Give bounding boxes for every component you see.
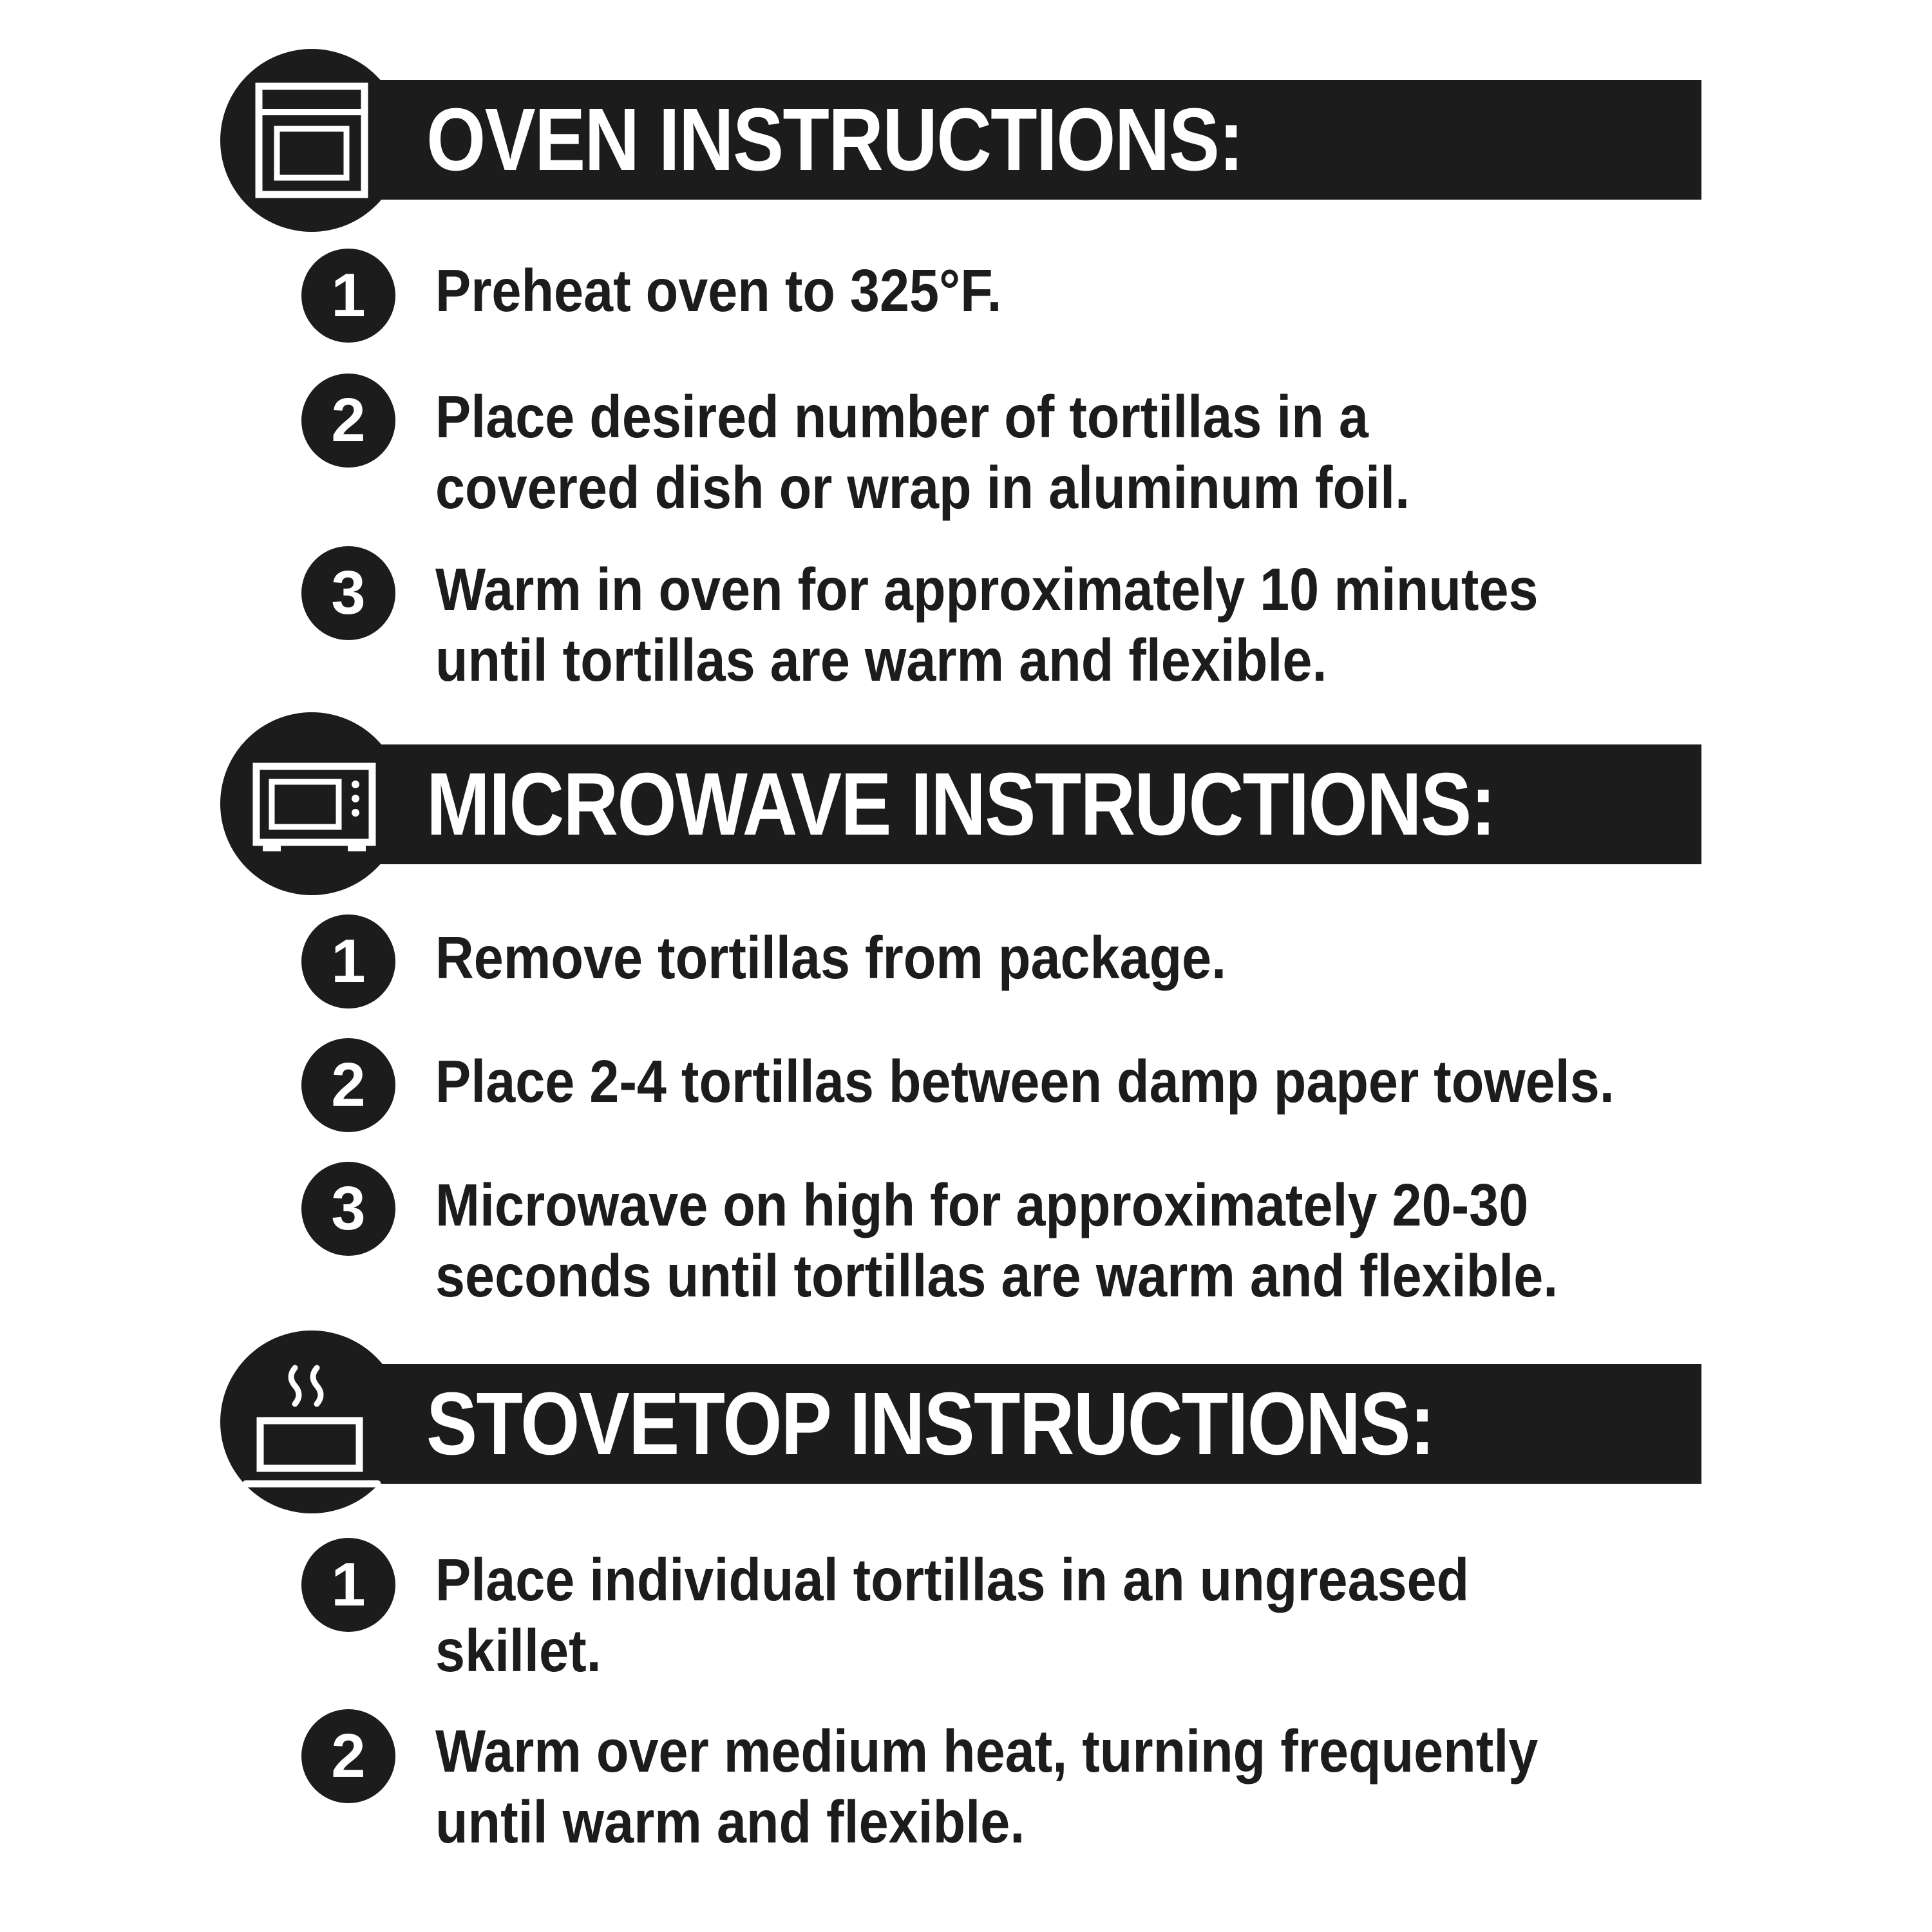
microwave-header-title: MICROWAVE INSTRUCTIONS: xyxy=(426,755,1495,854)
microwave-step-1-number: 1 xyxy=(301,914,395,1009)
stovetop-pan-icon xyxy=(220,1331,403,1513)
microwave-step-1-text: Remove tortillas from package. xyxy=(435,924,1227,991)
microwave-icon-badge xyxy=(220,712,403,895)
stovetop-step-1-text: Place individual tortillas in an ungreased skillet. xyxy=(435,1546,1470,1684)
microwave-step-3-text: Microwave on high for approximately 20-30 seconds until tortillas are warm and flexible. xyxy=(435,1171,1558,1309)
oven-step-3-number: 3 xyxy=(301,546,395,640)
microwave-step-3-number: 3 xyxy=(301,1162,395,1256)
stovetop-icon-badge xyxy=(220,1331,403,1513)
oven-step-2-number: 2 xyxy=(301,374,395,468)
microwave-step-2-text: Place 2-4 tortillas between damp paper towels. xyxy=(435,1048,1615,1115)
oven-icon-badge xyxy=(220,49,403,232)
oven-step-2-text: Place desired number of tortillas in a covered dish or wrap in aluminum foil. xyxy=(435,383,1410,521)
stovetop-step-2-text: Warm over medium heat, turning frequently until warm and flexible. xyxy=(435,1718,1539,1855)
stovetop-step-2-number: 2 xyxy=(301,1709,395,1803)
oven-header-title: OVEN INSTRUCTIONS: xyxy=(426,90,1243,189)
oven-step-1-text: Preheat oven to 325°F. xyxy=(435,257,1002,324)
oven-step-1-number: 1 xyxy=(301,249,395,343)
stovetop-step-1-number: 1 xyxy=(301,1538,395,1632)
oven-step-3-text: Warm in oven for approximately 10 minutes until tortillas are warm and flexible. xyxy=(435,556,1539,694)
oven-icon xyxy=(220,49,403,232)
microwave-icon xyxy=(220,712,403,895)
stovetop-header-title: STOVETOP INSTRUCTIONS: xyxy=(426,1374,1434,1473)
microwave-step-2-number: 2 xyxy=(301,1038,395,1132)
